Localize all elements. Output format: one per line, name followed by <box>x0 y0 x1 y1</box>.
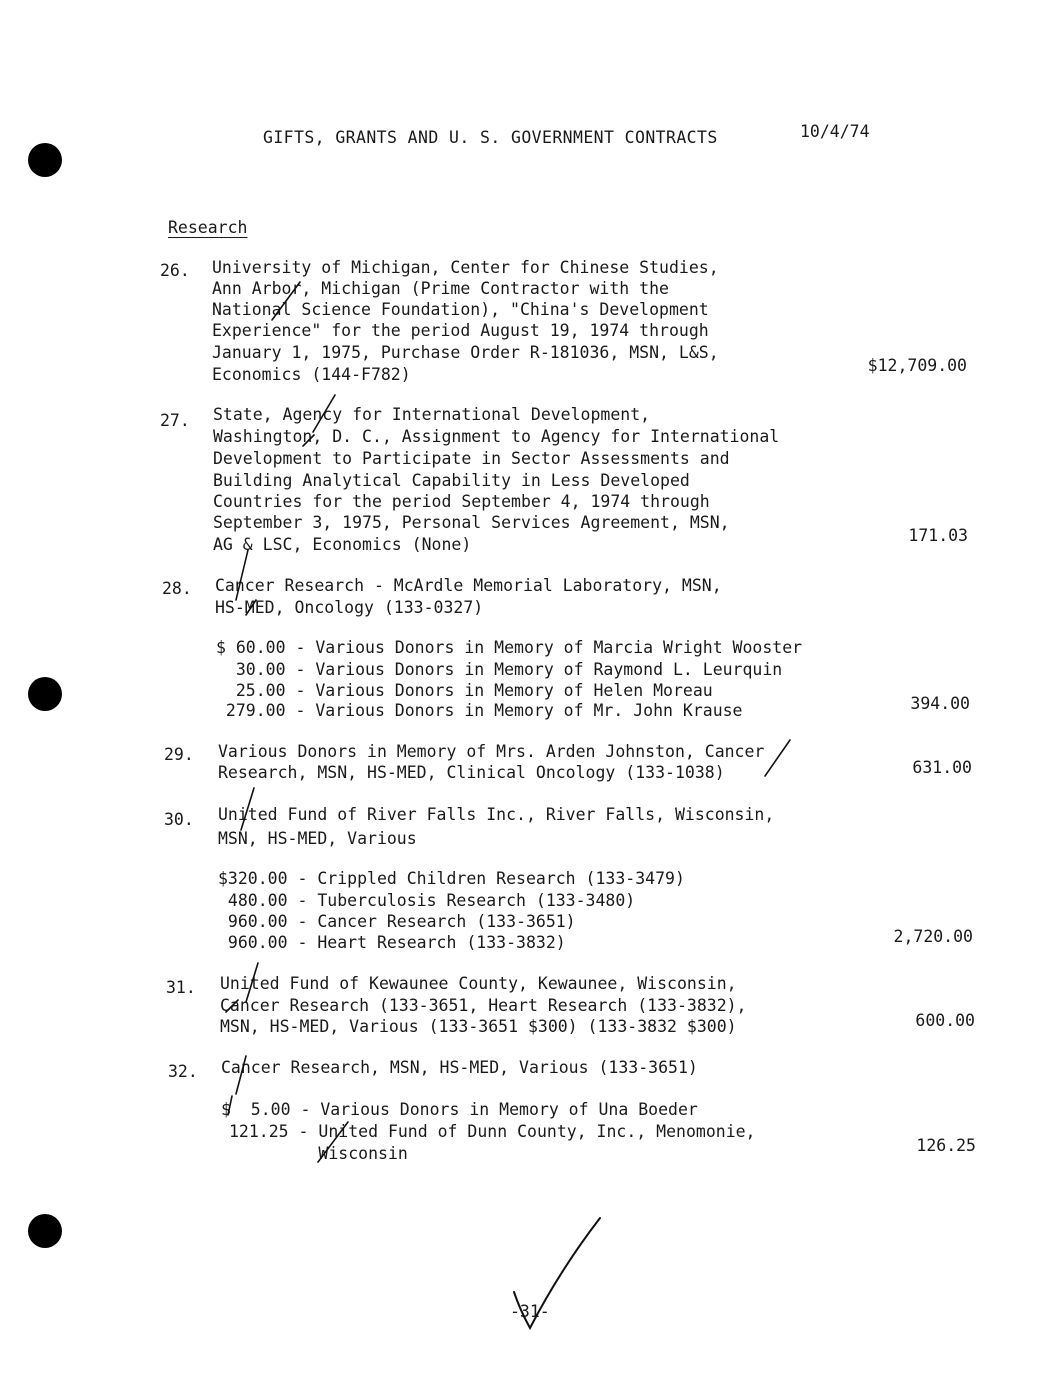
entry-line: Cancer Research, MSN, HS-MED, Various (133-3651) <box>221 1058 698 1077</box>
entry-number: 27. <box>160 411 190 430</box>
entry-number: 28. <box>162 579 192 598</box>
entry-amount: 631.00 <box>912 758 972 777</box>
donation-line: 30.00 - Various Donors in Memory of Raymond L. Leurquin <box>216 660 783 679</box>
entry-line: State, Agency for International Development, <box>213 405 651 424</box>
entry-line: January 1, 1975, Purchase Order R-181036, MSN, L&S, <box>212 343 719 362</box>
donation-line: $ 5.00 - Various Donors in Memory of Una Boeder <box>221 1100 698 1119</box>
entry-amount: 126.25 <box>916 1136 976 1155</box>
entry-amount: 171.03 <box>908 526 968 545</box>
donation-line: 960.00 - Cancer Research (133-3651) <box>218 912 576 931</box>
entry-number: 30. <box>164 810 194 829</box>
donation-line: $320.00 - Crippled Children Research (133-3479) <box>218 869 685 888</box>
entry-line: Countries for the period September 4, 1974 through <box>213 492 710 511</box>
entry-line: Various Donors in Memory of Mrs. Arden Johnston, Cancer <box>218 742 765 761</box>
punch-hole-middle <box>28 677 62 711</box>
entry-line: AG & LSC, Economics (None) <box>213 535 472 554</box>
page-title: GIFTS, GRANTS AND U. S. GOVERNMENT CONTRACTS <box>263 128 718 147</box>
entry-line: National Science Foundation), "China's Development <box>212 300 709 319</box>
punch-hole-top <box>28 143 62 177</box>
entry-line: Cancer Research - McArdle Memorial Laboratory, MSN, <box>215 576 722 595</box>
donation-line: 960.00 - Heart Research (133-3832) <box>218 933 566 952</box>
entry-line: United Fund of River Falls Inc., River Falls, Wisconsin, <box>218 805 775 824</box>
entry-amount: 600.00 <box>915 1011 975 1030</box>
entry-line: September 3, 1975, Personal Services Agreement, MSN, <box>213 513 730 532</box>
entry-line: United Fund of Kewaunee County, Kewaunee, Wisconsin, <box>220 974 737 993</box>
entry-line: MSN, HS-MED, Various (133-3651 $300) (133-3832 $300) <box>220 1017 737 1036</box>
entry-line: Development to Participate in Sector Assessments and <box>213 449 730 468</box>
entry-number: 31. <box>166 978 196 997</box>
page-date: 10/4/74 <box>800 122 870 141</box>
entry-amount: 2,720.00 <box>893 927 973 946</box>
section-heading: Research <box>168 218 248 237</box>
entry-line: Experience" for the period August 19, 1974 through <box>212 321 709 340</box>
entry-number: 29. <box>164 745 194 764</box>
entry-amount: 394.00 <box>910 694 970 713</box>
entry-line: Washington, D. C., Assignment to Agency for International <box>213 427 780 446</box>
donation-line: 480.00 - Tuberculosis Research (133-3480) <box>218 891 636 910</box>
entry-number: 32. <box>168 1062 198 1081</box>
page-number: -31- <box>510 1302 550 1321</box>
entry-line: Ann Arbor, Michigan (Prime Contractor with the <box>212 279 669 298</box>
donation-line: $ 60.00 - Various Donors in Memory of Marcia Wright Wooster <box>216 638 803 657</box>
entry-number: 26. <box>160 261 190 280</box>
entry-line: Research, MSN, HS-MED, Clinical Oncology (133-1038) <box>218 763 725 782</box>
entry-line: University of Michigan, Center for Chinese Studies, <box>212 258 719 277</box>
donation-line: 121.25 - United Fund of Dunn County, Inc., Menomonie, <box>229 1122 756 1141</box>
entry-line: Economics (144-F782) <box>212 365 411 384</box>
entry-line: Cancer Research (133-3651, Heart Research (133-3832), <box>220 996 747 1015</box>
donation-line: 279.00 - Various Donors in Memory of Mr. John Krause <box>216 701 743 720</box>
donation-line: Wisconsin <box>229 1144 408 1163</box>
punch-hole-bottom <box>28 1214 62 1248</box>
check-mark-29 <box>765 740 790 776</box>
entry-line: Building Analytical Capability in Less Developed <box>213 471 690 490</box>
entry-line: HS-MED, Oncology (133-0327) <box>215 598 484 617</box>
donation-line: 25.00 - Various Donors in Memory of Helen Moreau <box>216 681 713 700</box>
entry-amount: $12,709.00 <box>867 356 967 375</box>
entry-line: MSN, HS-MED, Various <box>218 829 417 848</box>
